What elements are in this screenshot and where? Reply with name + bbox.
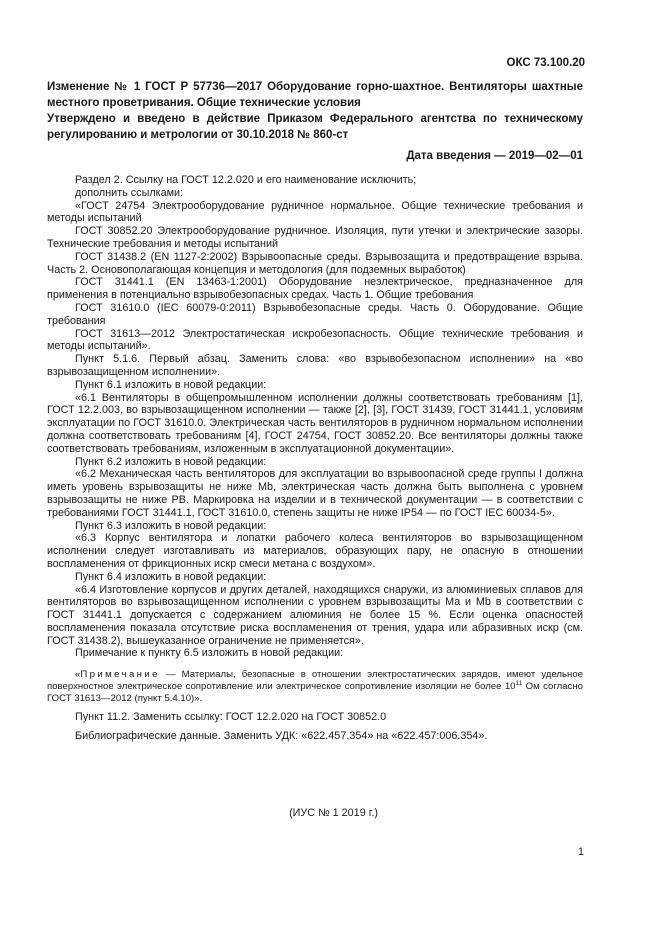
paragraph: Библиографические данные. Заменить УДК: «622.457.354» на «622.457:006.354». [75, 730, 488, 743]
paragraph: ГОСТ 31441.1 (EN 13463-1:2001) Оборудование неэлектрическое, предназначенное для применения в потенциально взрывобезопасных средах. Часть 1. Общие требования [47, 276, 583, 302]
paragraph: ГОСТ 31438.2 (EN 1127-2:2002) Взрывоопасные среды. Взрывозащита и предотвращение взрыва. Часть 2. Основополагающая концепция и методология (для подземных выработок) [47, 250, 583, 276]
approval-statement: Утверждено и введено в действие Приказом Федерального агентства по техническому регулированию и метрологии от 30.10.2018 № 860-ст [47, 113, 583, 141]
paragraph: «6.2 Механическая часть вентиляторов для эксплуатации во взрывоопасной среде группы I должна иметь уровень взрывозащиты не ниже Mb, электрическая часть должна быть выполнена с уровнем взрывозащиты не ниже PB. Маркировка на изделии и в технической документации — в соответствии с требованиями ГОСТ 31441.1, ГОСТ 31610.0, степень защиты не ниже IP54 — по ГОСТ IEC 60034-5». [47, 468, 583, 519]
paragraph: Пункт 6.2 изложить в новой редакции: [75, 455, 267, 468]
paragraph: «6.3 Корпус вентилятора и лопатки рабочего колеса вентиляторов во взрывозащищенном исполнении следует изготавливать из материалов, образующих пару, не опасную в отношении воспламенения от фрикционных искр смеси метана с воздухом». [47, 532, 583, 570]
paragraph: ГОСТ 31610.0 (IEC 60079-0:2011) Взрывобезопасные среды. Часть 0. Оборудование. Общие требования [47, 301, 583, 327]
page-number: 1 [578, 846, 585, 858]
paragraph: Пункт 6.4 изложить в новой редакции: [75, 570, 267, 583]
amendment-body [47, 174, 583, 743]
paragraph: Пункт 6.1 изложить в новой редакции: [75, 378, 267, 391]
paragraph: «6.4 Изготовление корпусов и других деталей, находящихся снаружи, из алюминиевых сплавов для вентиляторов во взрывозащищенном исполнении с уровнем взрывозащиты Ма и Mb в соответствии с ГОСТ 31441.1 допускается с содержанием алюминия не более 15 %. Если оценка опасностей воспламенения показала отсутствие риска воспламенения от трения, удара или абразивных искр (см. ГОСТ 31438.2), вышеуказанное ограничение не применяется». [47, 583, 583, 647]
note-text: — Материалы, безопасные в отношении электростатических зарядов, имеют удельное поверхностное электрическое сопротивление или электрическое сопротивление изоляции не более 10 [47, 669, 583, 693]
paragraph: «ГОСТ 24754 Электрооборудование рудничное нормальное. Общие технические требования и методы испытаний [47, 199, 583, 225]
paragraph: дополнить ссылками: [75, 186, 184, 199]
note-text-after: Ом согласно ГОСТ 31613—2012 (пункт 5.4.10)». [47, 681, 583, 705]
note-exponent: 11 [515, 680, 523, 688]
note-label: Примечание [80, 669, 160, 681]
paragraph: ГОСТ 31613—2012 Электростатическая искробезопасность. Общие технические требования и методы испытаний». [47, 327, 583, 353]
paragraph: Примечание к пункту 6.5 изложить в новой редакции: [75, 647, 344, 660]
amendment-title: Изменение № 1 ГОСТ Р 57736—2017 Оборудование горно-шахтное. Вентиляторы шахтные местного проветривания. Общие технические условия [47, 81, 583, 109]
note-block [47, 669, 583, 705]
paragraph: ГОСТ 30852.20 Электрооборудование рудничное. Изоляция, пути утечки и электрические зазоры. Технические требования и методы испытаний [47, 225, 583, 250]
classification-code: ОКС 73.100.20 [506, 57, 585, 69]
ius-reference: (ИУС № 1 2019 г.) [289, 807, 378, 819]
paragraph: Пункт 11.2. Заменить ссылку: ГОСТ 12.2.020 на ГОСТ 30852.0 [75, 711, 387, 724]
paragraph: Пункт 6.3 изложить в новой редакции: [75, 519, 267, 532]
effective-date: Дата введения — 2019—02—01 [406, 150, 583, 162]
paragraph: Раздел 2. Ссылку на ГОСТ 12.2.020 и его наименование исключить; [75, 174, 417, 186]
note-prefix: « [75, 669, 81, 681]
paragraph: «6.1 Вентиляторы в общепромышленном исполнении должны соответствовать требованиям [1], ГОСТ 12.2.003, во взрывозащищенном исполнении — также [2], [3], ГОСТ 31439, ГОСТ 31441.1, условиям эксплуатации по ГОСТ 31610.0. Электрическая часть вентиляторов в рудничном нормальном исполнении должна соответствовать требованиям [4], ГОСТ 24754, ГОСТ 30852.20. Все вентиляторы должны также соответствовать требованиям, изложенным в эксплуатационной документации». [47, 391, 583, 455]
paragraph: Пункт 5.1.6. Первый абзац. Заменить слова: «во взрывобезопасном исполнении» на «во взрывозащищенном исполнении». [47, 353, 583, 378]
